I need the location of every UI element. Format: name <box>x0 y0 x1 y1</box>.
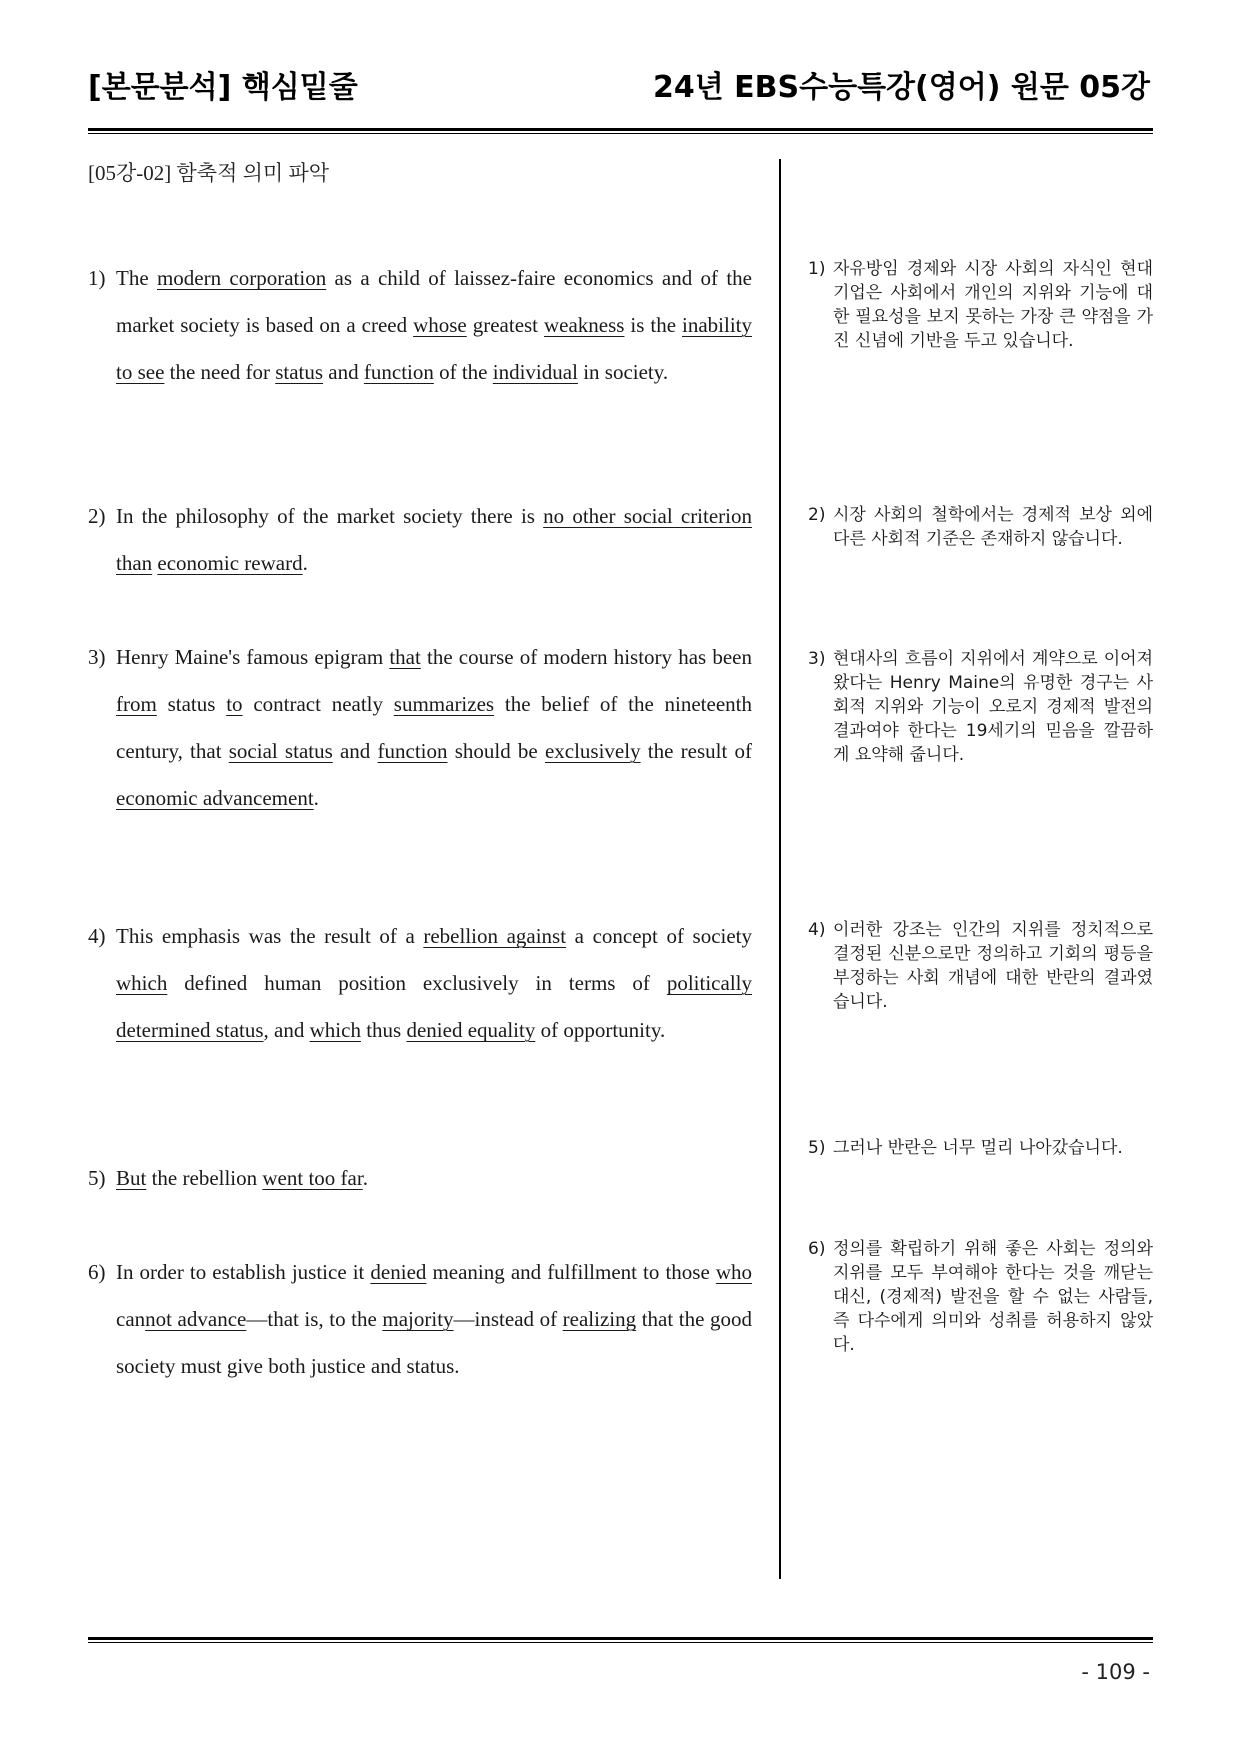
text-run: status <box>156 692 227 716</box>
underlined-phrase: function <box>377 739 448 763</box>
text-run: . <box>313 786 319 810</box>
sentence-number: 6) <box>88 1260 106 1284</box>
text-run: defined human position exclusively in terms of <box>167 971 667 995</box>
underlined-phrase: from <box>116 692 157 716</box>
text-run: greatest <box>466 313 544 337</box>
text-run: in society. <box>577 360 669 384</box>
korean-translation <box>808 1136 1153 1160</box>
sentence-number: 1) <box>88 266 106 290</box>
translation-number: 2) <box>808 505 826 525</box>
korean-translation <box>808 503 1153 551</box>
text-run: . <box>302 551 308 575</box>
text-run: The <box>116 266 157 290</box>
english-text <box>116 634 752 822</box>
footer-double-rule <box>88 1637 1153 1643</box>
english-text <box>116 255 752 396</box>
english-text <box>116 913 752 1054</box>
translation-number: 1) <box>808 259 826 279</box>
underlined-phrase: summarizes <box>393 692 495 716</box>
korean-translation <box>808 1237 1153 1357</box>
text-run: thus <box>360 1018 407 1042</box>
text-run: of opportunity. <box>535 1018 666 1042</box>
text-run: as a child of laissez-faire economics and of the market society is based on a creed <box>116 266 752 337</box>
page-number: - 109 - <box>1081 1660 1150 1684</box>
english-sentence <box>88 1155 752 1202</box>
korean-text: 현대사의 흐름이 지위에서 계약으로 이어져 왔다는 Henry Maine의 유명한 경구는 사회적 지위와 기능이 오로지 경제적 발전의 결과여야 한다는 19세기의 믿음을 깔끔하게 요약해 줍니다. <box>833 649 1153 765</box>
english-sentence <box>88 1249 752 1390</box>
underlined-phrase: function <box>363 360 434 384</box>
underlined-phrase: But <box>116 1166 147 1190</box>
underlined-phrase: denied <box>370 1260 427 1284</box>
english-sentence <box>88 255 752 396</box>
underlined-phrase: to <box>226 692 243 716</box>
english-text <box>116 1155 752 1202</box>
english-text <box>116 493 752 587</box>
underlined-phrase: modern corporation <box>156 266 327 290</box>
underlined-phrase: denied equality <box>406 1018 536 1042</box>
text-run: contract neatly <box>242 692 394 716</box>
text-run: and <box>323 360 364 384</box>
text-run: . <box>362 1166 368 1190</box>
text-run: , and <box>263 1018 310 1042</box>
text-run: of the <box>433 360 493 384</box>
underlined-phrase: exclusively <box>544 739 641 763</box>
text-run: and <box>332 739 378 763</box>
underlined-phrase: status <box>275 360 324 384</box>
underlined-phrase: which <box>309 1018 361 1042</box>
text-run: is the <box>624 313 683 337</box>
text-run: that the good society must give both justice and status. <box>116 1307 752 1378</box>
underlined-phrase: who <box>715 1260 752 1284</box>
korean-text: 그러나 반란은 너무 멀리 나아갔습니다. <box>833 1138 1123 1158</box>
sentence-number: 3) <box>88 645 106 669</box>
underlined-phrase: individual <box>492 360 578 384</box>
underlined-phrase: majority <box>382 1307 454 1331</box>
underlined-phrase: realizing <box>562 1307 637 1331</box>
sentence-number: 5) <box>88 1166 106 1190</box>
underlined-phrase: went too far <box>262 1166 363 1190</box>
text-run: meaning and fulfillment to those <box>426 1260 716 1284</box>
korean-text: 정의를 확립하기 위해 좋은 사회는 정의와 지위를 모두 부여해야 한다는 것을 깨닫는 대신, (경제적) 발전을 할 수 없는 사람들, 즉 다수에게 의미와 성취를 허용하지 않았다. <box>833 1239 1153 1355</box>
text-run: should be <box>447 739 545 763</box>
underlined-phrase: politically determined status <box>116 971 752 1042</box>
underlined-phrase: inability to see <box>116 313 753 384</box>
underlined-phrase: rebellion against <box>423 924 567 948</box>
text-run: the course of modern history has been <box>420 645 752 669</box>
english-sentence <box>88 913 752 1054</box>
header-double-rule <box>88 128 1153 134</box>
column-divider <box>779 159 781 1579</box>
translation-number: 5) <box>808 1138 826 1158</box>
underlined-phrase: social status <box>228 739 333 763</box>
underlined-phrase: economic reward <box>157 551 303 575</box>
korean-translation <box>808 647 1153 767</box>
section-label: [05강-02] 함축적 의미 파악 <box>88 161 330 185</box>
text-run: —instead of <box>453 1307 563 1331</box>
sentence-number: 2) <box>88 504 106 528</box>
english-sentence <box>88 634 752 822</box>
text-run: the need for <box>164 360 276 384</box>
text-run: a concept of society <box>566 924 753 948</box>
korean-text: 이러한 강조는 인간의 지위를 정치적으로 결정된 신분으로만 정의하고 기회의 평등을 부정하는 사회 개념에 대한 반란의 결과였습니다. <box>833 920 1153 1012</box>
text-run: Henry Maine's famous epigram <box>116 645 390 669</box>
translation-number: 4) <box>808 920 826 940</box>
underlined-phrase: which <box>116 971 168 995</box>
text-run: the result of <box>640 739 752 763</box>
text-run: In order to establish justice it <box>116 1260 371 1284</box>
text-run: the rebellion <box>146 1166 263 1190</box>
underlined-phrase: whose <box>413 313 467 337</box>
underlined-phrase: that <box>389 645 421 669</box>
text-run: the belief of the nineteenth century, that <box>116 692 752 763</box>
underlined-phrase: weakness <box>543 313 625 337</box>
translation-number: 3) <box>808 649 826 669</box>
korean-text: 자유방임 경제와 시장 사회의 자식인 현대 기업은 사회에서 개인의 지위와 기능에 대한 필요성을 보지 못하는 가장 큰 약점을 가진 신념에 기반을 두고 있습니다. <box>833 259 1153 351</box>
sentence-number: 4) <box>88 924 106 948</box>
text-run: can <box>116 1307 146 1331</box>
english-text <box>116 1249 752 1390</box>
korean-translation <box>808 918 1153 1014</box>
header-right-title: 24년 EBS수능특강(영어) 원문 05강 <box>652 70 1150 105</box>
underlined-phrase: economic advancement <box>116 786 314 810</box>
korean-translation <box>808 257 1153 353</box>
text-run: This emphasis was the result of a <box>116 924 424 948</box>
underlined-phrase: not advance <box>145 1307 247 1331</box>
header-left-title: [본문분석] 핵심밑줄 <box>88 70 358 105</box>
english-sentence <box>88 493 752 587</box>
korean-text: 시장 사회의 철학에서는 경제적 보상 외에 다른 사회적 기준은 존재하지 않습니다. <box>833 505 1153 549</box>
text-run: —that is, to the <box>246 1307 383 1331</box>
text-run: In the philosophy of the market society there is <box>116 504 544 528</box>
translation-number: 6) <box>808 1239 826 1259</box>
underlined-phrase: no other social criterion than <box>116 504 753 575</box>
